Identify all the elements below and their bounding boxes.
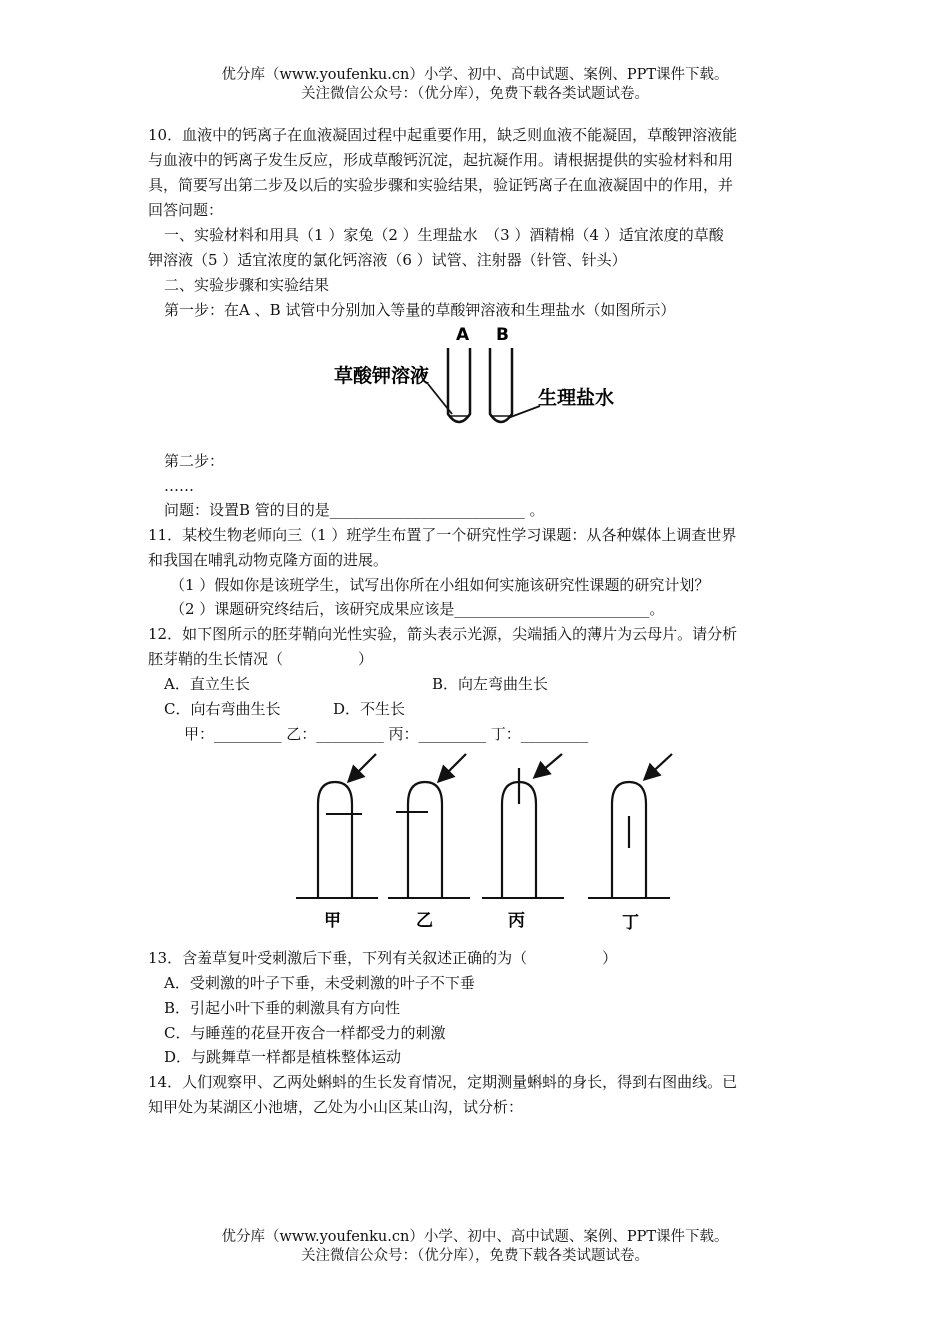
q10-step-1: 第一步：在A 、B 试管中分别加入等量的草酸钾溶液和生理盐水（如图所示） (164, 301, 676, 319)
test-tube-figure (330, 322, 630, 434)
tube-b (490, 348, 512, 422)
label-ding: 丁 (622, 913, 639, 933)
q13-option-b: B．引起小叶下垂的刺激具有方向性 (164, 999, 401, 1017)
q11-line-2: 和我国在哺乳动物克隆方面的进展。 (148, 551, 389, 569)
q10-question: 问题：设置B 管的目的是__________________________ 。 (164, 501, 545, 519)
light-arrow-yi (440, 754, 466, 780)
coleoptile-figure (296, 746, 676, 936)
header-line-1: 优分库（www.youfenku.cn）小学、初中、高中试题、案例、PPT课件下载。 (221, 67, 729, 83)
q10-line-3: 具，简要写出第二步及以后的实验步骤和实验结果，验证钙离子在血液凝固中的作用，并 (148, 176, 734, 194)
q12-line-2: 胚芽鞘的生长情况（ ） (148, 650, 374, 668)
q10-line-2: 与血液中的钙离子发生反应，形成草酸钙沉淀，起抗凝作用。请根据提供的实验材料和用 (148, 151, 734, 169)
q13-stem: 13．含羞草复叶受刺激后下垂，下列有关叙述正确的为（ ） (148, 949, 618, 967)
q13-option-a: A．受刺激的叶子下垂，未受刺激的叶子不下垂 (164, 974, 475, 992)
footer-line-2: 关注微信公众号：（优分库），免费下载各类试题试卷。 (301, 1248, 649, 1264)
q12-option-d: D．不生长 (333, 700, 406, 718)
q14-line-1: 14．人们观察甲、乙两处蝌蚪的生长发育情况，定期测量蝌蚪的身长，得到右图曲线。已 (148, 1073, 738, 1091)
label-yi: 乙 (416, 911, 433, 931)
coleoptile-bing (482, 754, 564, 898)
q13-option-d: D．与跳舞草一样都是植株整体运动 (164, 1048, 402, 1066)
light-arrow-ding (646, 754, 672, 778)
tube-a-label: A (456, 325, 470, 345)
q10-materials-2: 钾溶液（5 ）适宜浓度的氯化钙溶液（6 ）试管、注射器（针管、针头） (148, 251, 627, 269)
q11-sub-2: （2 ）课题研究终结后，该研究成果应该是__________________________。 (170, 600, 665, 618)
tube-b-label: B (496, 325, 509, 345)
light-arrow-jia (350, 754, 376, 780)
label-bing: 丙 (508, 911, 525, 931)
q12-answer-blanks: 甲：_________ 乙：_________ 丙：_________ 丁：_________ (184, 725, 589, 743)
q10-steps-heading: 二、实验步骤和实验结果 (164, 276, 330, 294)
q10-line-1: 10．血液中的钙离子在血液凝固过程中起重要作用，缺乏则血液不能凝固，草酸钾溶液能 (148, 126, 738, 144)
coleoptile-ding (588, 754, 672, 898)
q11-sub-1: （1 ）假如你是该班学生，试写出你所在小组如何实施该研究性课题的研究计划？ (170, 576, 710, 594)
coleoptile-jia (296, 754, 378, 898)
q10-line-4: 回答问题： (148, 201, 224, 219)
q11-line-1: 11．某校生物老师向三（1 ）班学生布置了一个研究性学习课题：从各种媒体上调查世界 (148, 526, 737, 544)
right-solution-label: 生理盐水 (538, 387, 615, 409)
label-jia: 甲 (324, 911, 341, 931)
header-line-2: 关注微信公众号：（优分库），免费下载各类试题试卷。 (301, 86, 649, 102)
q10-step-2: 第二步： (164, 452, 225, 470)
q10-ellipsis: …… (164, 477, 194, 495)
page-header (0, 66, 950, 104)
footer-line-1: 优分库（www.youfenku.cn）小学、初中、高中试题、案例、PPT课件下载。 (221, 1229, 729, 1245)
q10-materials-1: 一、实验材料和用具（1 ）家兔（2 ）生理盐水 （3 ）酒精棉（4 ）适宜浓度的草酸 (164, 226, 724, 244)
q12-option-b: B．向左弯曲生长 (432, 675, 549, 693)
left-solution-label: 草酸钾溶液 (334, 365, 430, 387)
page-footer (0, 1228, 950, 1266)
q12-line-1: 12．如下图所示的胚芽鞘向光性实验，箭头表示光源，尖端插入的薄片为云母片。请分析 (148, 625, 738, 643)
q12-option-a: A．直立生长 (164, 675, 250, 693)
light-arrow-bing (536, 754, 562, 776)
tube-a (448, 348, 470, 422)
q13-option-c: C．与睡莲的花昼开夜合一样都受力的刺激 (164, 1024, 446, 1042)
coleoptile-yi (388, 754, 470, 898)
q14-line-2: 知甲处为某湖区小池塘，乙处为小山区某山沟，试分析： (148, 1098, 524, 1116)
q12-option-c: C．向右弯曲生长 (164, 700, 281, 718)
